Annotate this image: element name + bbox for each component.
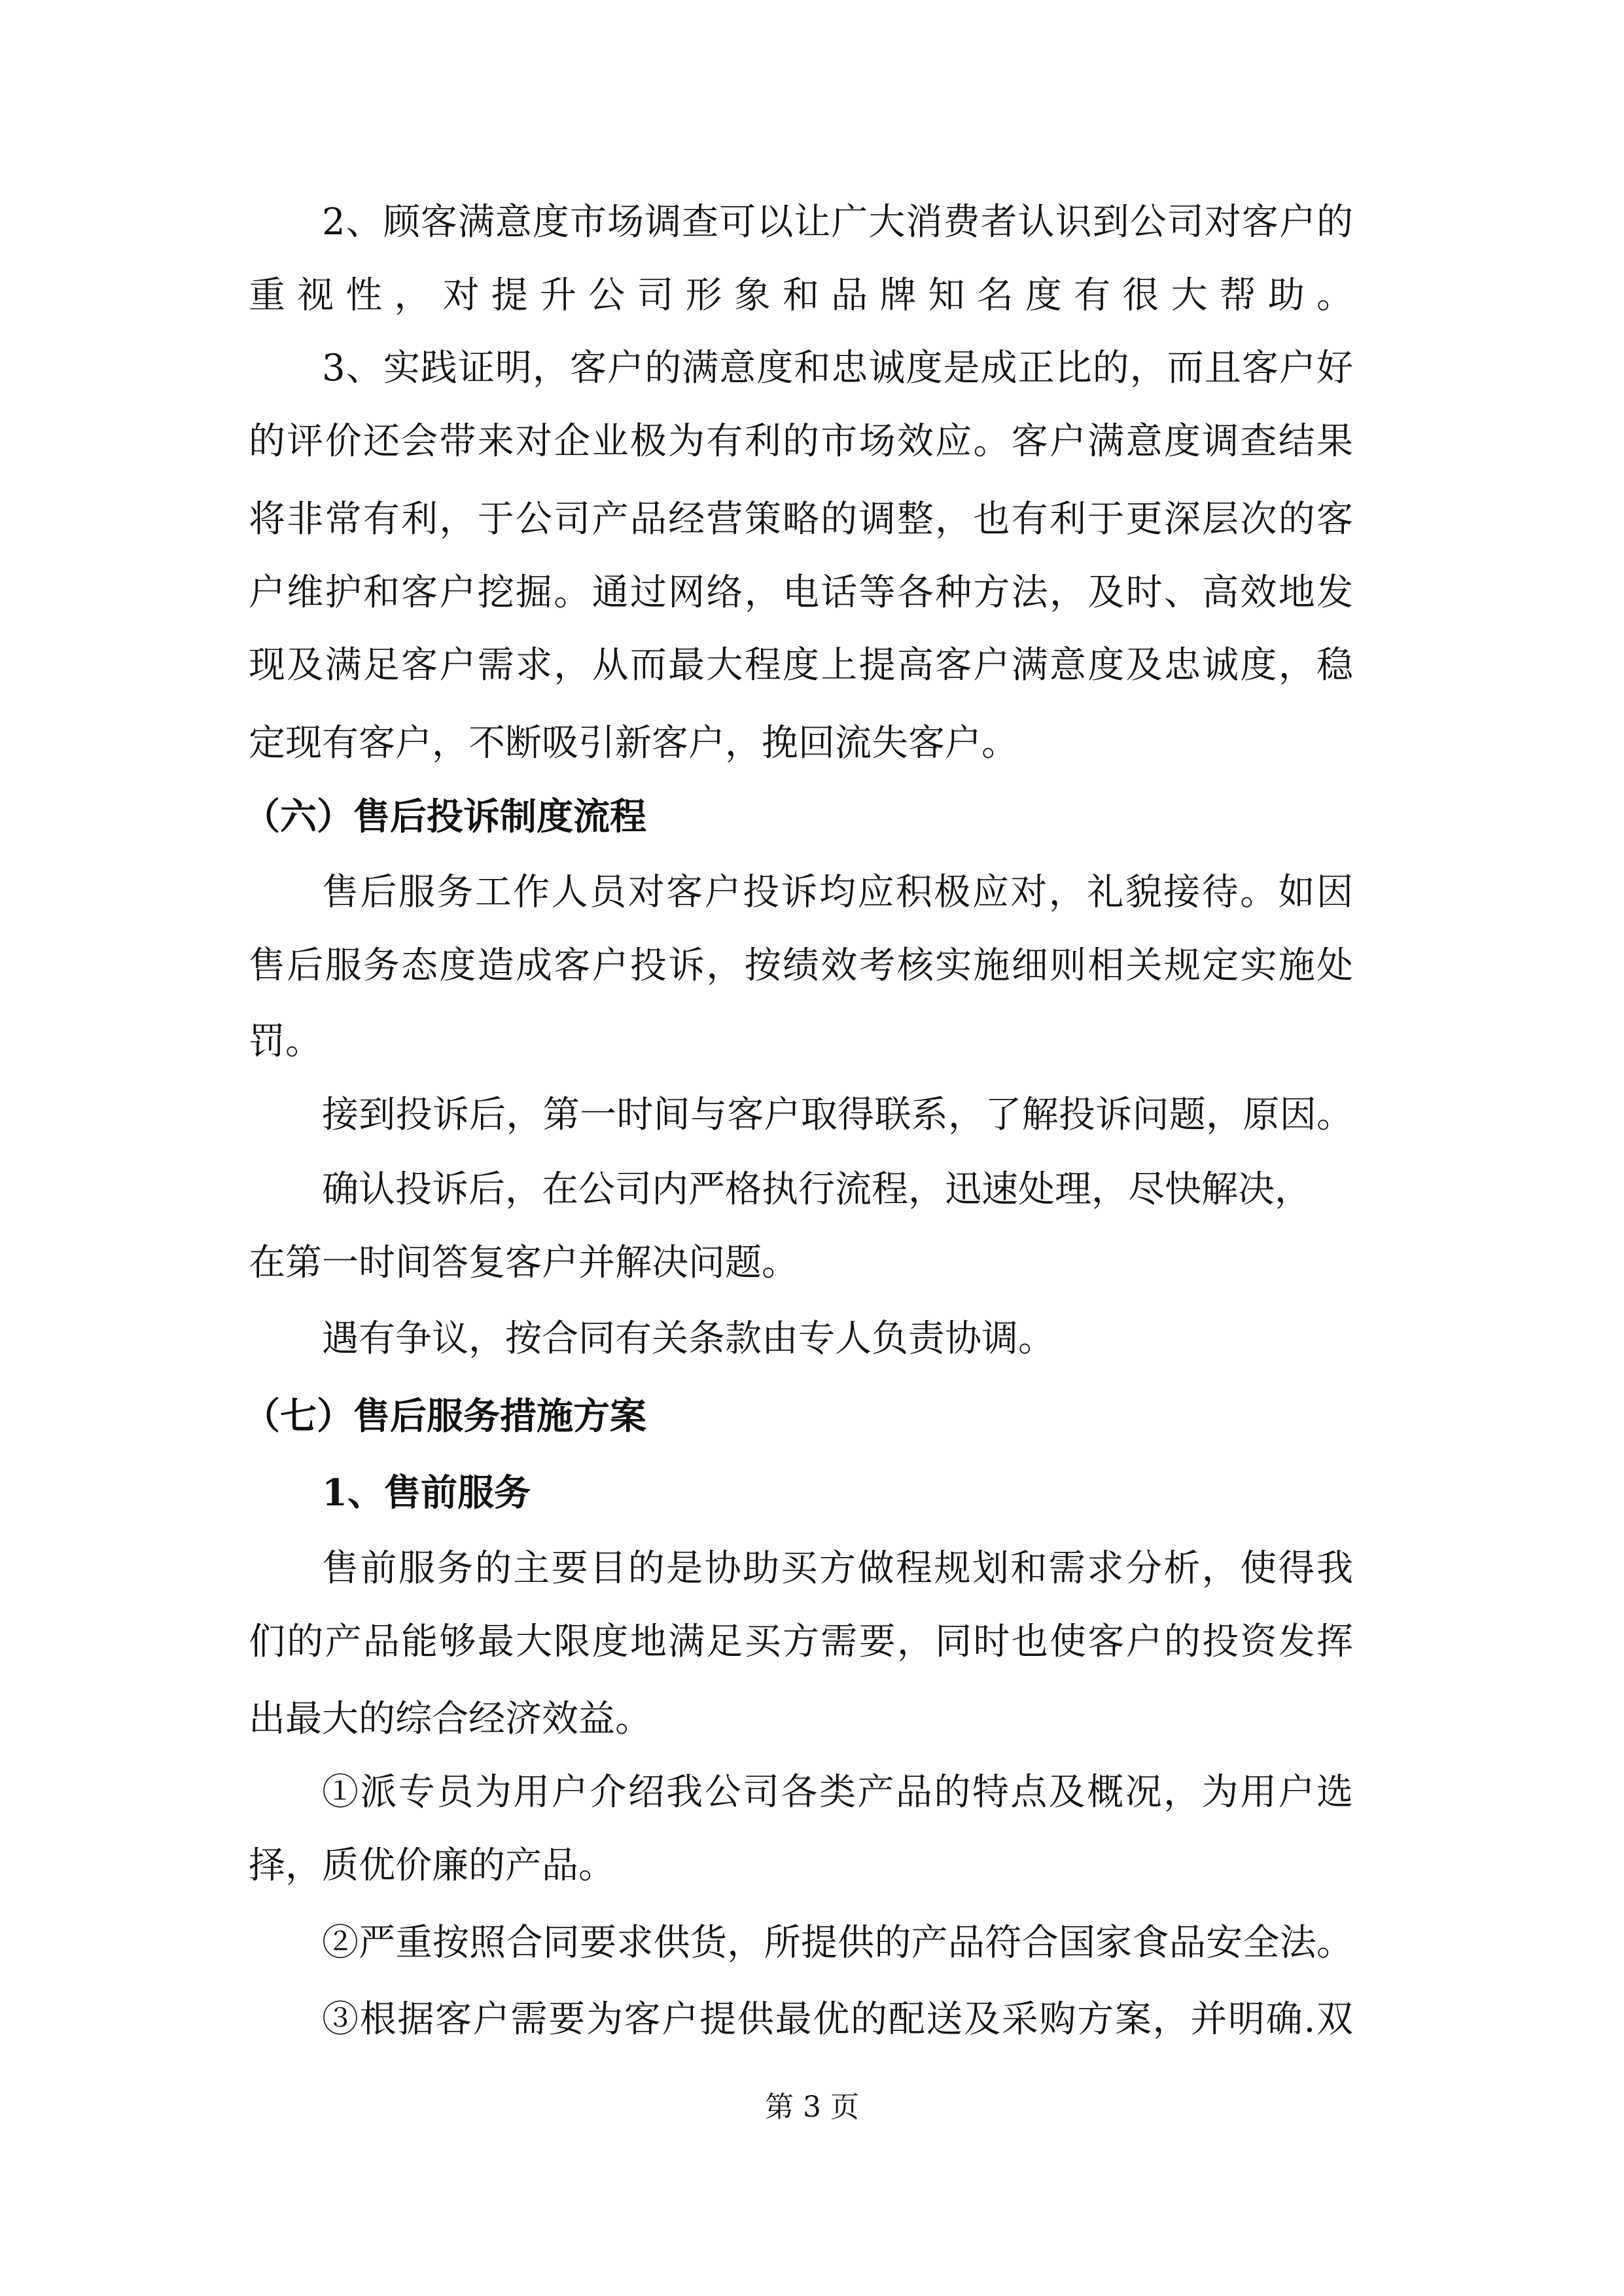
paragraph-line: 的评价还会带来对企业极为有利的市场效应。客户满意度调查结果: [249, 420, 1353, 463]
paragraph-line: 遇有争议，按合同有关条款由专人负责协调。: [322, 1318, 1055, 1360]
paragraph-line: 重视性，对提升公司形象和品牌知名度有很大帮助。: [249, 274, 1353, 317]
paragraph-line: 售后服务工作人员对客户投诉均应积极应对，礼貌接待。如因: [322, 871, 1353, 914]
paragraph-line: 定现有客户，不断吸引新客户，挽回流失客户。: [249, 722, 1018, 764]
paragraph-line: 将非常有利，于公司产品经营策略的调整，也有利于更深层次的客: [249, 498, 1353, 541]
list-item: ①派专员为用户介绍我公司各类产品的特点及概况，为用户选: [322, 1771, 1353, 1814]
section-heading: （七）售后服务措施方案: [243, 1395, 646, 1438]
subsection-heading: 1、售前服务: [322, 1471, 531, 1515]
paragraph-line: 售后服务态度造成客户投诉，按绩效考核实施细则相关规定实施处: [249, 944, 1353, 987]
paragraph-line: 户维护和客户挖掘。通过网络，电话等各种方法，及时、高效地发: [249, 571, 1353, 614]
paragraph-line: 3、实践证明，客户的满意度和忠诚度是成正比的，而且客户好: [322, 347, 1353, 389]
page-number: 第 3 页: [765, 2090, 859, 2124]
paragraph-line: 接到投诉后，第一时间与客户取得联系，了解投诉问题，原因。: [322, 1094, 1353, 1136]
paragraph-line: 罚。: [249, 1020, 322, 1063]
section-heading: （六）售后投诉制度流程: [243, 795, 646, 838]
list-item: ②严重按照合同要求供货，所提供的产品符合国家食品安全法。: [322, 1922, 1353, 1964]
paragraph-line: 2、顾客满意度市场调查可以让广大消费者认识到公司对客户的: [322, 201, 1353, 243]
paragraph-line: 们的产品能够最大限度地满足买方需要，同时也使客户的投资发挥: [249, 1621, 1353, 1663]
paragraph-line: 售前服务的主要目的是协助买方做程规划和需求分析，使得我: [322, 1547, 1353, 1590]
list-item: ③根据客户需要为客户提供最优的配送及采购方案，并明确.双: [322, 1998, 1353, 2041]
paragraph-line: 确认投诉后，在公司内严格执行流程，迅速处理，尽快解决，: [322, 1168, 1311, 1211]
paragraph-line: 出最大的综合经济效益。: [249, 1698, 652, 1740]
paragraph-line: 现及满足客户需求，从而最大程度上提高客户满意度及忠诚度，稳: [249, 644, 1353, 687]
paragraph-line: 择，质优价廉的产品。: [249, 1844, 615, 1887]
paragraph-line: 在第一时间答复客户并解决问题。: [249, 1242, 798, 1284]
